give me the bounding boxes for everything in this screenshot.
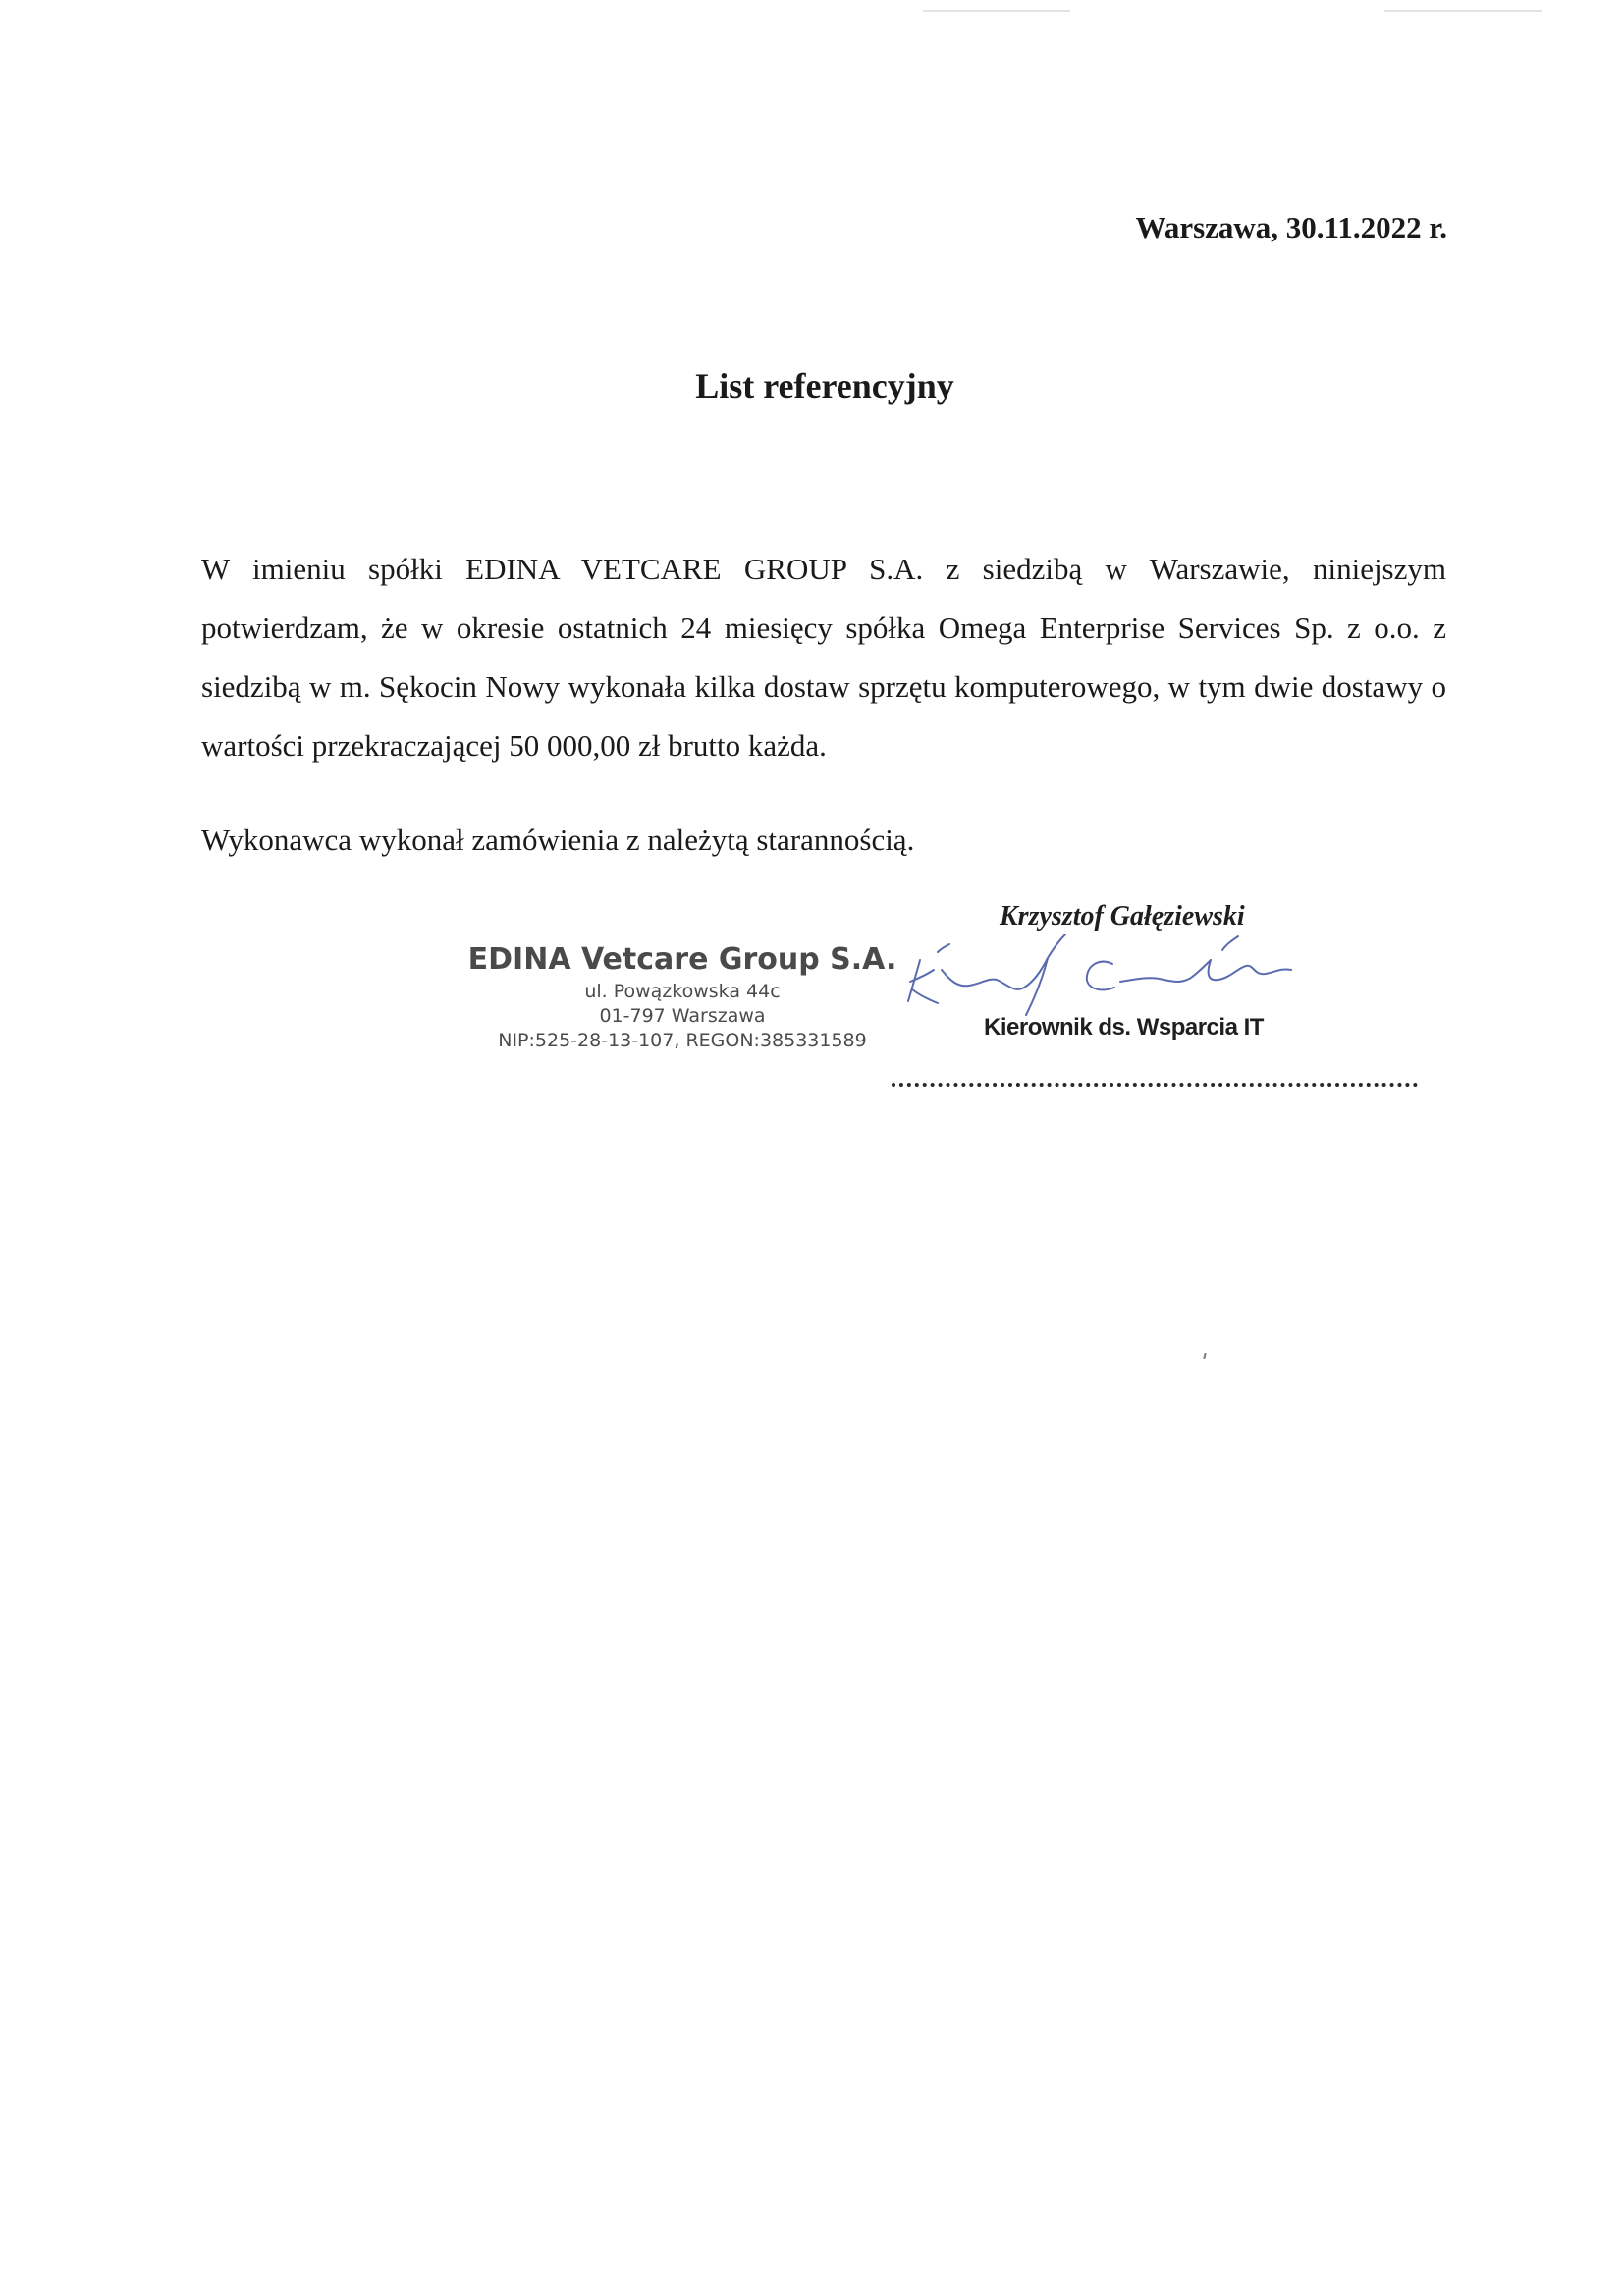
document-title: List referencyjny (695, 366, 954, 405)
letter-body: W imieniu spółki EDINA VETCARE GROUP S.A. z siedzibą w Warszawie, niniejszym potwierdzam, że w okresie ostatnich 24 miesięcy spółka Omega Enterprise Services Sp. z o.o. z siedzibą w m. Sękocin Nowy wykonała kilka dostaw sprzętu komputerowego, w tym dwie dostawy o wartości przekraczającej 50 000,00 zł brutto każda. (201, 552, 1446, 763)
signature-dotted-line (892, 1083, 1418, 1087)
handwritten-signature-icon (898, 931, 1350, 1019)
signer-name: Krzysztof Gałęziewski (1000, 901, 1245, 932)
signer-role: Kierownik ds. Wsparcia IT (984, 1014, 1264, 1041)
stamp-city: 01-797 Warszawa (599, 1005, 766, 1027)
stamp-ids: NIP:525-28-13-107, REGON:385331589 (498, 1030, 867, 1051)
date-line: Warszawa, 30.11.2022 r. (1135, 210, 1447, 244)
stamp-street: ul. Powązkowska 44c (584, 981, 781, 1002)
letter-closing: Wykonawca wykonał zamówienia z należytą starannością. (201, 823, 915, 857)
company-stamp (452, 940, 913, 1053)
scan-speck (1203, 1353, 1206, 1359)
scan-artifact (1384, 10, 1542, 12)
scan-artifact (923, 10, 1070, 12)
stamp-company-name: EDINA Vetcare Group S.A. (467, 942, 897, 977)
